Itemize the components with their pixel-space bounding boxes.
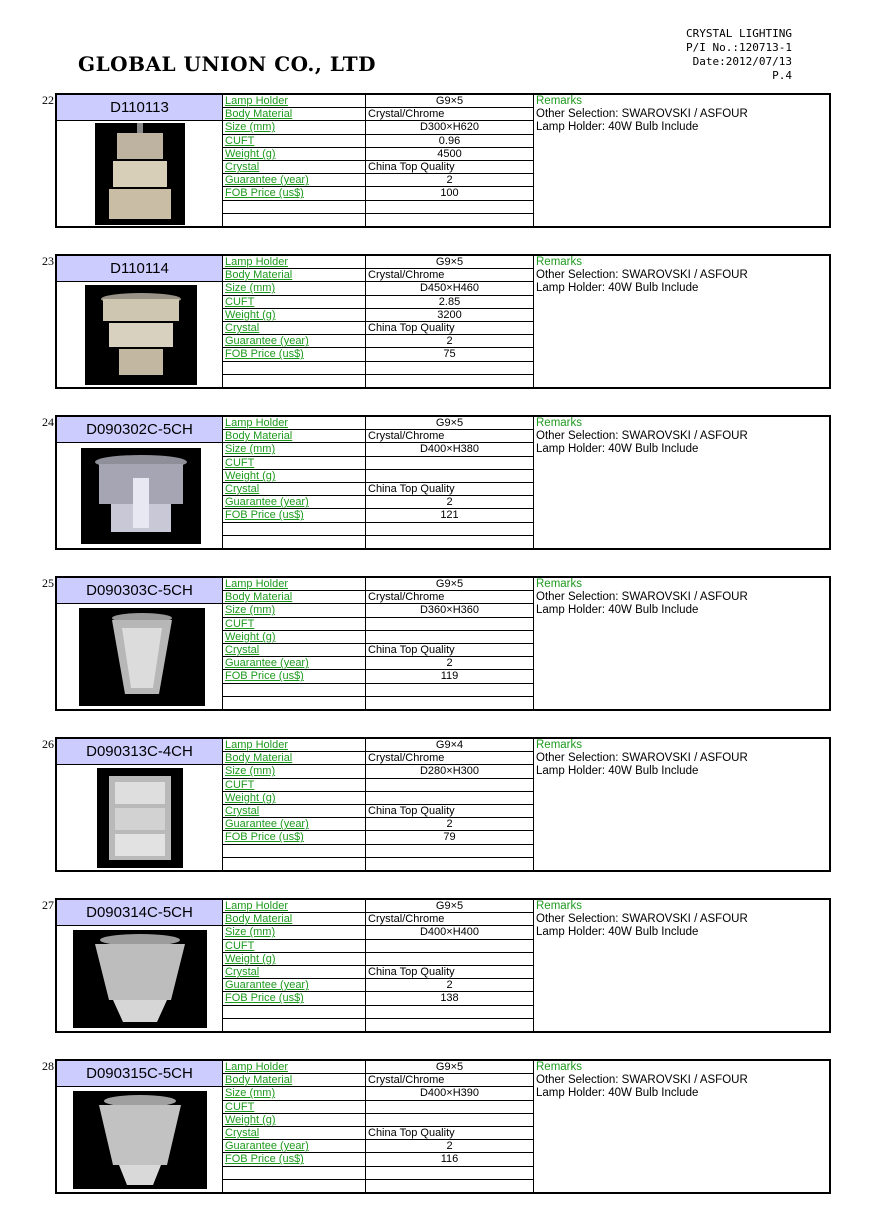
remark-other-selection: Other Selection: SWAROVSKI / ASFOUR xyxy=(536,913,748,925)
spec-label-crystal: Crystal xyxy=(223,965,366,978)
product-block xyxy=(42,737,831,872)
remarks xyxy=(536,95,826,134)
spec-label-body-material: Body Material xyxy=(223,108,366,121)
spec-lamp-holder: G9×5 xyxy=(366,1061,534,1074)
remarks xyxy=(536,1061,826,1100)
remark-other-selection: Other Selection: SWAROVSKI / ASFOUR xyxy=(536,108,748,120)
remark-lamp-holder: Lamp Holder: 40W Bulb Include xyxy=(536,765,699,777)
spec-weight xyxy=(366,630,534,643)
product-index: 26 xyxy=(42,737,54,751)
spec-label-crystal: Crystal xyxy=(223,643,366,656)
spec-cuft xyxy=(366,617,534,630)
spec-crystal: China Top Quality xyxy=(366,482,534,495)
product-photo xyxy=(57,604,223,709)
spec-empty-value xyxy=(366,200,534,213)
spec-guarantee: 2 xyxy=(366,1140,534,1153)
spec-empty-label xyxy=(223,213,366,226)
spec-label-guarantee: Guarantee (year) xyxy=(223,335,366,348)
spec-fob: 138 xyxy=(366,992,534,1005)
spec-label-cuft: CUFT xyxy=(223,778,366,791)
spec-label-fob: FOB Price (us$) xyxy=(223,831,366,844)
spec-empty-label xyxy=(223,522,366,535)
spec-cuft: 2.85 xyxy=(366,295,534,308)
spec-table xyxy=(223,1061,534,1192)
spec-label-crystal: Crystal xyxy=(223,1126,366,1139)
spec-label-crystal: Crystal xyxy=(223,482,366,495)
remark-other-selection: Other Selection: SWAROVSKI / ASFOUR xyxy=(536,752,748,764)
spec-empty-value xyxy=(366,522,534,535)
chandelier-image-icon xyxy=(73,930,207,1028)
spec-label-body-material: Body Material xyxy=(223,269,366,282)
spec-fob: 75 xyxy=(366,348,534,361)
spec-lamp-holder: G9×5 xyxy=(366,900,534,913)
product-block xyxy=(42,93,831,228)
chandelier-image-icon xyxy=(97,768,183,868)
spec-body-material: Crystal/Chrome xyxy=(366,591,534,604)
spec-size: D450×H460 xyxy=(366,282,534,295)
spec-label-cuft: CUFT xyxy=(223,617,366,630)
spec-guarantee: 2 xyxy=(366,335,534,348)
remarks xyxy=(536,900,826,939)
product-index: 28 xyxy=(42,1059,54,1073)
spec-size: D400×H380 xyxy=(366,443,534,456)
spec-body-material: Crystal/Chrome xyxy=(366,269,534,282)
product-block xyxy=(42,898,831,1033)
spec-label-weight: Weight (g) xyxy=(223,308,366,321)
spec-label-weight: Weight (g) xyxy=(223,469,366,482)
chandelier-image-icon xyxy=(81,448,201,544)
remarks xyxy=(536,739,826,778)
spec-label-size: Size (mm) xyxy=(223,443,366,456)
spec-fob: 119 xyxy=(366,670,534,683)
spec-fob: 79 xyxy=(366,831,534,844)
spec-empty-label xyxy=(223,1179,366,1192)
spec-empty-value xyxy=(366,213,534,226)
spec-label-cuft: CUFT xyxy=(223,1100,366,1113)
spec-label-size: Size (mm) xyxy=(223,604,366,617)
product-index: 24 xyxy=(42,415,54,429)
model-number: D110113 xyxy=(57,95,223,121)
spec-label-weight: Weight (g) xyxy=(223,147,366,160)
spec-table xyxy=(223,739,534,870)
spec-label-body-material: Body Material xyxy=(223,1074,366,1087)
product-block xyxy=(42,254,831,389)
remark-other-selection: Other Selection: SWAROVSKI / ASFOUR xyxy=(536,1074,748,1086)
spec-label-fob: FOB Price (us$) xyxy=(223,992,366,1005)
spec-label-fob: FOB Price (us$) xyxy=(223,187,366,200)
category-label: CRYSTAL LIGHTING xyxy=(686,27,792,40)
spec-empty-value xyxy=(366,696,534,709)
spec-cuft xyxy=(366,939,534,952)
product-photo xyxy=(57,1087,223,1192)
product-index: 22 xyxy=(42,93,54,107)
spec-label-lamp-holder: Lamp Holder xyxy=(223,900,366,913)
spec-label-lamp-holder: Lamp Holder xyxy=(223,739,366,752)
spec-empty-value xyxy=(366,535,534,548)
spec-weight xyxy=(366,952,534,965)
spec-fob: 121 xyxy=(366,509,534,522)
spec-weight xyxy=(366,791,534,804)
spec-label-guarantee: Guarantee (year) xyxy=(223,1140,366,1153)
spec-empty-value xyxy=(366,361,534,374)
spec-empty-label xyxy=(223,683,366,696)
spec-cuft xyxy=(366,1100,534,1113)
chandelier-image-icon xyxy=(79,608,205,706)
remark-other-selection: Other Selection: SWAROVSKI / ASFOUR xyxy=(536,430,748,442)
spec-empty-value xyxy=(366,1005,534,1018)
spec-lamp-holder: G9×5 xyxy=(366,256,534,269)
product-photo xyxy=(57,765,223,870)
spec-label-size: Size (mm) xyxy=(223,926,366,939)
model-number: D110114 xyxy=(57,256,223,282)
spec-label-body-material: Body Material xyxy=(223,752,366,765)
spec-empty-value xyxy=(366,1166,534,1179)
remarks-title: Remarks xyxy=(536,256,583,268)
spec-crystal: China Top Quality xyxy=(366,160,534,173)
spec-crystal: China Top Quality xyxy=(366,643,534,656)
model-number: D090313C-4CH xyxy=(57,739,223,765)
product-index: 23 xyxy=(42,254,54,268)
product-block xyxy=(42,576,831,711)
spec-fob: 116 xyxy=(366,1153,534,1166)
spec-weight: 4500 xyxy=(366,147,534,160)
spec-empty-label xyxy=(223,844,366,857)
spec-empty-label xyxy=(223,1005,366,1018)
spec-guarantee: 2 xyxy=(366,496,534,509)
product-block xyxy=(42,415,831,550)
spec-empty-label xyxy=(223,374,366,387)
spec-label-cuft: CUFT xyxy=(223,456,366,469)
page-number: P.4 xyxy=(772,69,792,82)
spec-label-fob: FOB Price (us$) xyxy=(223,509,366,522)
remarks-title: Remarks xyxy=(536,95,583,107)
remark-lamp-holder: Lamp Holder: 40W Bulb Include xyxy=(536,121,699,133)
spec-label-size: Size (mm) xyxy=(223,121,366,134)
spec-label-weight: Weight (g) xyxy=(223,952,366,965)
product-index: 25 xyxy=(42,576,54,590)
spec-weight: 3200 xyxy=(366,308,534,321)
spec-size: D300×H620 xyxy=(366,121,534,134)
spec-empty-value xyxy=(366,1018,534,1031)
spec-label-cuft: CUFT xyxy=(223,134,366,147)
chandelier-image-icon xyxy=(85,285,197,385)
spec-crystal: China Top Quality xyxy=(366,1126,534,1139)
spec-cuft xyxy=(366,456,534,469)
spec-guarantee: 2 xyxy=(366,174,534,187)
spec-empty-label xyxy=(223,1018,366,1031)
document-info xyxy=(686,27,792,83)
spec-empty-value xyxy=(366,1179,534,1192)
spec-label-cuft: CUFT xyxy=(223,939,366,952)
chandelier-image-icon xyxy=(95,123,185,225)
spec-label-fob: FOB Price (us$) xyxy=(223,670,366,683)
spec-body-material: Crystal/Chrome xyxy=(366,430,534,443)
remarks-title: Remarks xyxy=(536,900,583,912)
spec-empty-label xyxy=(223,857,366,870)
spec-empty-label xyxy=(223,696,366,709)
spec-weight xyxy=(366,469,534,482)
spec-cuft: 0.96 xyxy=(366,134,534,147)
spec-label-guarantee: Guarantee (year) xyxy=(223,657,366,670)
spec-lamp-holder: G9×5 xyxy=(366,95,534,108)
spec-label-body-material: Body Material xyxy=(223,430,366,443)
spec-body-material: Crystal/Chrome xyxy=(366,752,534,765)
spec-size: D280×H300 xyxy=(366,765,534,778)
spec-label-size: Size (mm) xyxy=(223,282,366,295)
spec-lamp-holder: G9×5 xyxy=(366,417,534,430)
model-number: D090314C-5CH xyxy=(57,900,223,926)
spec-label-weight: Weight (g) xyxy=(223,1113,366,1126)
pi-number: P/I No.:120713-1 xyxy=(686,41,792,54)
spec-label-guarantee: Guarantee (year) xyxy=(223,496,366,509)
product-block xyxy=(42,1059,831,1194)
spec-label-body-material: Body Material xyxy=(223,591,366,604)
spec-label-fob: FOB Price (us$) xyxy=(223,1153,366,1166)
spec-label-crystal: Crystal xyxy=(223,160,366,173)
spec-size: D360×H360 xyxy=(366,604,534,617)
spec-crystal: China Top Quality xyxy=(366,965,534,978)
spec-label-lamp-holder: Lamp Holder xyxy=(223,256,366,269)
remarks-title: Remarks xyxy=(536,417,583,429)
spec-label-guarantee: Guarantee (year) xyxy=(223,818,366,831)
spec-label-cuft: CUFT xyxy=(223,295,366,308)
spec-weight xyxy=(366,1113,534,1126)
spec-guarantee: 2 xyxy=(366,818,534,831)
spec-guarantee: 2 xyxy=(366,657,534,670)
spec-empty-label xyxy=(223,361,366,374)
spec-crystal: China Top Quality xyxy=(366,321,534,334)
spec-label-fob: FOB Price (us$) xyxy=(223,348,366,361)
remarks-title: Remarks xyxy=(536,1061,583,1073)
spec-empty-value xyxy=(366,374,534,387)
spec-label-guarantee: Guarantee (year) xyxy=(223,979,366,992)
spec-label-crystal: Crystal xyxy=(223,804,366,817)
spec-table xyxy=(223,900,534,1031)
remarks xyxy=(536,578,826,617)
spec-label-lamp-holder: Lamp Holder xyxy=(223,417,366,430)
spec-size: D400×H400 xyxy=(366,926,534,939)
model-number: D090302C-5CH xyxy=(57,417,223,443)
spec-label-lamp-holder: Lamp Holder xyxy=(223,578,366,591)
document-date: Date:2012/07/13 xyxy=(692,55,792,68)
spec-body-material: Crystal/Chrome xyxy=(366,1074,534,1087)
spec-empty-value xyxy=(366,857,534,870)
spec-label-weight: Weight (g) xyxy=(223,791,366,804)
spec-label-body-material: Body Material xyxy=(223,913,366,926)
spec-label-size: Size (mm) xyxy=(223,1087,366,1100)
remarks xyxy=(536,417,826,456)
product-photo xyxy=(57,282,223,387)
spec-empty-label xyxy=(223,535,366,548)
remark-lamp-holder: Lamp Holder: 40W Bulb Include xyxy=(536,443,699,455)
spec-guarantee: 2 xyxy=(366,979,534,992)
remarks-title: Remarks xyxy=(536,578,583,590)
spec-label-size: Size (mm) xyxy=(223,765,366,778)
spec-fob: 100 xyxy=(366,187,534,200)
spec-label-lamp-holder: Lamp Holder xyxy=(223,95,366,108)
chandelier-image-icon xyxy=(73,1091,207,1189)
spec-table xyxy=(223,417,534,548)
spec-table xyxy=(223,578,534,709)
spec-empty-value xyxy=(366,844,534,857)
remark-lamp-holder: Lamp Holder: 40W Bulb Include xyxy=(536,926,699,938)
product-index: 27 xyxy=(42,898,54,912)
spec-empty-value xyxy=(366,683,534,696)
company-name: GLOBAL UNION CO., LTD xyxy=(78,52,376,76)
product-photo xyxy=(57,926,223,1031)
product-photo xyxy=(57,121,223,226)
spec-label-guarantee: Guarantee (year) xyxy=(223,174,366,187)
spec-body-material: Crystal/Chrome xyxy=(366,913,534,926)
model-number: D090315C-5CH xyxy=(57,1061,223,1087)
spec-label-lamp-holder: Lamp Holder xyxy=(223,1061,366,1074)
spec-empty-label xyxy=(223,200,366,213)
spec-lamp-holder: G9×4 xyxy=(366,739,534,752)
spec-label-weight: Weight (g) xyxy=(223,630,366,643)
remark-other-selection: Other Selection: SWAROVSKI / ASFOUR xyxy=(536,591,748,603)
spec-cuft xyxy=(366,778,534,791)
spec-lamp-holder: G9×5 xyxy=(366,578,534,591)
spec-table xyxy=(223,95,534,226)
remarks-title: Remarks xyxy=(536,739,583,751)
remark-lamp-holder: Lamp Holder: 40W Bulb Include xyxy=(536,604,699,616)
model-number: D090303C-5CH xyxy=(57,578,223,604)
product-photo xyxy=(57,443,223,548)
remarks xyxy=(536,256,826,295)
spec-table xyxy=(223,256,534,387)
remark-other-selection: Other Selection: SWAROVSKI / ASFOUR xyxy=(536,269,748,281)
spec-label-crystal: Crystal xyxy=(223,321,366,334)
spec-body-material: Crystal/Chrome xyxy=(366,108,534,121)
remark-lamp-holder: Lamp Holder: 40W Bulb Include xyxy=(536,1087,699,1099)
remark-lamp-holder: Lamp Holder: 40W Bulb Include xyxy=(536,282,699,294)
spec-size: D400×H390 xyxy=(366,1087,534,1100)
spec-empty-label xyxy=(223,1166,366,1179)
spec-crystal: China Top Quality xyxy=(366,804,534,817)
